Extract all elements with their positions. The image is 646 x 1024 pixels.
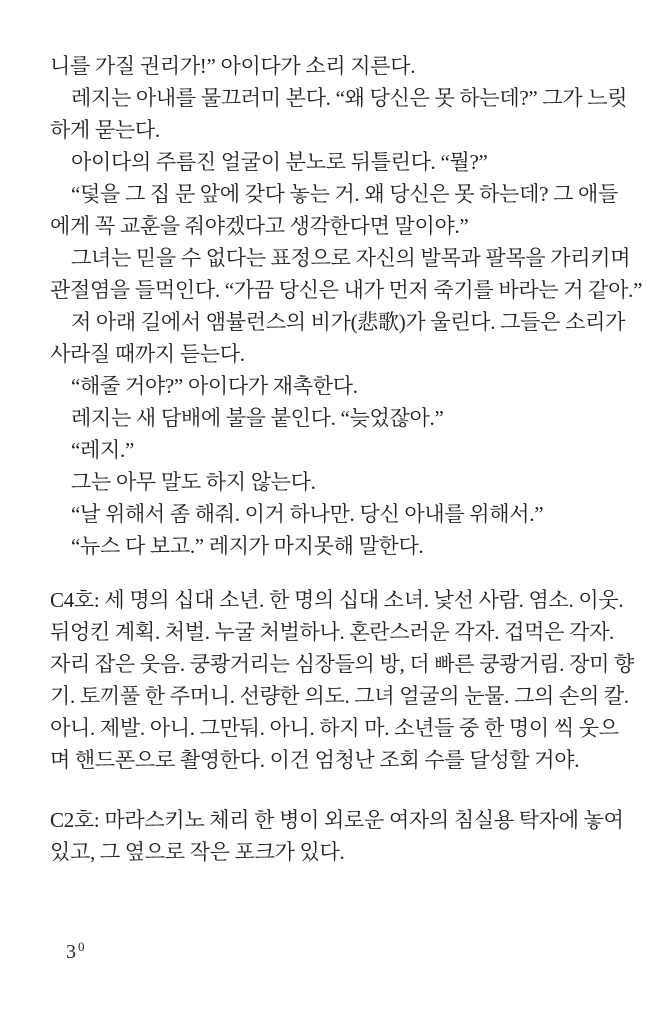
text-line: “레지.” [71, 438, 134, 462]
text-line: 며 핸드폰으로 촬영한다. 이건 엄청난 조회 수를 달성할 거야. [50, 748, 580, 772]
text-line: 관절염을 들먹인다. “가끔 당신은 내가 먼저 죽기를 바라는 거 같아.” [50, 278, 643, 302]
c4-entry-section [50, 584, 634, 776]
text-line: 레지는 아내를 물끄러미 본다. “왜 당신은 못 하는데?” 그가 느릿 [71, 86, 628, 110]
text-line: 자리 잡은 웃음. 쿵쾅거리는 심장들의 방, 더 빠른 쿵쾅거림. 장미 향 [50, 652, 634, 676]
text-line: “해줄 거야?” 아이다가 재촉한다. [71, 374, 358, 398]
c2-entry-section [50, 804, 624, 868]
text-line: “날 위해서 좀 해줘. 이거 하나만. 당신 아내를 위해서.” [71, 502, 544, 526]
text-line: 에게 꼭 교훈을 줘야겠다고 생각한다면 말이야.” [50, 214, 469, 238]
text-line: 기. 토끼풀 한 주머니. 선량한 의도. 그녀 얼굴의 눈물. 그의 손의 칼. [50, 684, 629, 708]
text-line: 아이다의 주름진 얼굴이 분노로 뒤틀린다. “뭘?” [71, 150, 488, 174]
text-line: 아니. 제발. 아니. 그만둬. 아니. 하지 마. 소년들 중 한 명이 씩 웃으 [50, 716, 619, 740]
text-line: 레지는 새 담배에 불을 붙인다. “늦었잖아.” [71, 406, 444, 430]
text-line: C4호: 세 명의 십대 소년. 한 명의 십대 소녀. 낯선 사람. 염소. 이웃. [50, 588, 624, 612]
text-line: 뒤엉킨 계획. 처벌. 누굴 처벌하나. 혼란스러운 각자. 겁먹은 각자. [50, 620, 614, 644]
text-line: 저 아래 길에서 앰뷸런스의 비가(悲歌)가 울린다. 그들은 소리가 [71, 310, 626, 334]
page-number-digit: 0 [78, 939, 86, 954]
text-line: 그는 아무 말도 하지 않는다. [71, 470, 316, 494]
text-line: 있고, 그 옆으로 작은 포크가 있다. [50, 840, 345, 864]
page-number-digit: 3 [66, 941, 77, 963]
text-line: “덫을 그 집 문 앞에 갖다 놓는 거. 왜 당신은 못 하는데? 그 애들 [71, 182, 619, 206]
text-line: 그녀는 믿을 수 없다는 표정으로 자신의 발목과 팔목을 가리키며 [71, 246, 631, 270]
dialogue-section [50, 50, 643, 562]
text-line: C2호: 마라스키노 체리 한 병이 외로운 여자의 침실용 탁자에 놓여 [50, 808, 624, 832]
text-line: 하게 묻는다. [50, 118, 160, 142]
text-line: “뉴스 다 보고.” 레지가 마지못해 말한다. [71, 534, 424, 558]
text-block [50, 50, 643, 868]
text-line: 사라질 때까지 듣는다. [50, 342, 245, 366]
text-line: 니를 가질 권리가!” 아이다가 소리 지른다. [50, 54, 416, 78]
page-number [66, 941, 85, 964]
